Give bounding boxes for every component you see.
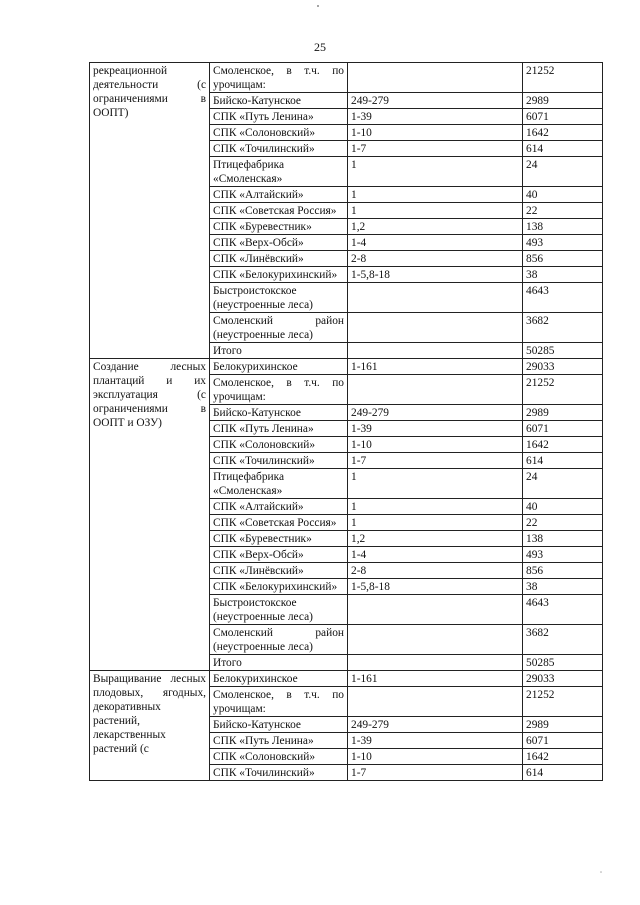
forestry-name-cell: Итого [210,655,348,671]
quarters-cell [348,343,523,359]
area-cell: 138 [523,531,603,547]
purpose-cell: Создание лесных плантаций и их эксплуатация (с ограничениями в ООПТ и ОЗУ) [90,359,210,671]
area-cell: 4643 [523,595,603,625]
quarters-cell: 1-39 [348,421,523,437]
forestry-name-cell: Бийско-Катунское [210,717,348,733]
quarters-cell: 1,2 [348,219,523,235]
forestry-name-cell: СПК «Точилинский» [210,765,348,781]
forestry-name-cell: Белокурихинское [210,359,348,375]
area-cell: 493 [523,547,603,563]
quarters-cell: 1-4 [348,235,523,251]
quarters-cell: 1 [348,157,523,187]
area-cell: 22 [523,203,603,219]
forestry-name-cell: Быстроистокское (неустроенные леса) [210,283,348,313]
forestry-name-cell: СПК «Путь Ленина» [210,733,348,749]
quarters-cell: 1-10 [348,125,523,141]
quarters-cell: 1-39 [348,733,523,749]
quarters-cell: 1-4 [348,547,523,563]
area-cell: 4643 [523,283,603,313]
quarters-cell: 1-10 [348,749,523,765]
forestry-name-cell: Белокурихинское [210,671,348,687]
forestry-name-cell: СПК «Точилинский» [210,453,348,469]
forestry-name-cell: Смоленское, в т.ч. по урочищам: [210,375,348,405]
forestry-name-cell: СПК «Алтайский» [210,499,348,515]
area-cell: 3682 [523,313,603,343]
scan-speck [600,871,602,873]
purpose-cell: рекреационной деятельности (с ограничениями в ООПТ) [90,63,210,359]
forest-use-table [89,62,603,781]
area-cell: 1642 [523,125,603,141]
purpose-cell: Выращивание лесных плодовых, ягодных, декоративных растений, лекарственных растений (с [90,671,210,781]
area-cell: 22 [523,515,603,531]
forestry-name-cell: Смоленское, в т.ч. по урочищам: [210,687,348,717]
forestry-name-cell: СПК «Солоновский» [210,437,348,453]
quarters-cell: 1-161 [348,359,523,375]
quarters-cell: 1-10 [348,437,523,453]
quarters-cell: 1-161 [348,671,523,687]
area-cell: 38 [523,579,603,595]
forestry-name-cell: СПК «Путь Ленина» [210,421,348,437]
table-row [90,671,603,687]
area-cell: 6071 [523,421,603,437]
quarters-cell: 1-7 [348,141,523,157]
quarters-cell: 1 [348,187,523,203]
area-cell: 50285 [523,343,603,359]
forestry-name-cell: СПК «Алтайский» [210,187,348,203]
area-cell: 2989 [523,405,603,421]
area-cell: 614 [523,453,603,469]
quarters-cell [348,375,523,405]
forestry-name-cell: Смоленский район (неустроенные леса) [210,625,348,655]
quarters-cell: 249-279 [348,405,523,421]
forestry-name-cell: Птицефабрика «Смоленская» [210,157,348,187]
forestry-name-cell: СПК «Белокурихинский» [210,579,348,595]
quarters-cell [348,625,523,655]
area-cell: 614 [523,141,603,157]
forestry-name-cell: СПК «Верх-Обсй» [210,235,348,251]
forestry-name-cell: Птицефабрика «Смоленская» [210,469,348,499]
quarters-cell: 1-7 [348,765,523,781]
quarters-cell: 1 [348,203,523,219]
forestry-name-cell: СПК «Точилинский» [210,141,348,157]
forestry-name-cell: Смоленское, в т.ч. по урочищам: [210,63,348,93]
quarters-cell [348,283,523,313]
forestry-name-cell: СПК «Белокурихинский» [210,267,348,283]
quarters-cell [348,687,523,717]
area-cell: 6071 [523,109,603,125]
quarters-cell: 1 [348,469,523,499]
area-cell: 29033 [523,671,603,687]
area-cell: 21252 [523,687,603,717]
forestry-name-cell: Итого [210,343,348,359]
area-cell: 856 [523,251,603,267]
area-cell: 29033 [523,359,603,375]
quarters-cell: 2-8 [348,563,523,579]
area-cell: 40 [523,187,603,203]
table-row [90,359,603,375]
quarters-cell: 1-7 [348,453,523,469]
area-cell: 38 [523,267,603,283]
quarters-cell [348,63,523,93]
area-cell: 24 [523,469,603,499]
forestry-name-cell: СПК «Линёвский» [210,251,348,267]
quarters-cell: 1-5,8-18 [348,267,523,283]
forestry-name-cell: СПК «Буревестник» [210,531,348,547]
area-cell: 1642 [523,437,603,453]
forestry-name-cell: СПК «Солоновский» [210,125,348,141]
forestry-name-cell: Бийско-Катунское [210,405,348,421]
area-cell: 614 [523,765,603,781]
area-cell: 50285 [523,655,603,671]
area-cell: 2989 [523,93,603,109]
quarters-cell: 1 [348,499,523,515]
quarters-cell: 2-8 [348,251,523,267]
forestry-name-cell: СПК «Линёвский» [210,563,348,579]
area-cell: 21252 [523,375,603,405]
area-cell: 3682 [523,625,603,655]
quarters-cell: 1,2 [348,531,523,547]
quarters-cell [348,595,523,625]
area-cell: 1642 [523,749,603,765]
forestry-name-cell: Смоленский район (неустроенные леса) [210,313,348,343]
quarters-cell: 1-5,8-18 [348,579,523,595]
area-cell: 2989 [523,717,603,733]
quarters-cell [348,313,523,343]
forestry-name-cell: СПК «Солоновский» [210,749,348,765]
quarters-cell: 1 [348,515,523,531]
area-cell: 138 [523,219,603,235]
area-cell: 856 [523,563,603,579]
page-number: 25 [314,40,326,54]
quarters-cell: 249-279 [348,93,523,109]
quarters-cell: 249-279 [348,717,523,733]
forestry-name-cell: СПК «Путь Ленина» [210,109,348,125]
quarters-cell: 1-39 [348,109,523,125]
forestry-name-cell: СПК «Верх-Обсй» [210,547,348,563]
forestry-name-cell: СПК «Советская Россия» [210,515,348,531]
scan-speck [317,5,319,7]
area-cell: 493 [523,235,603,251]
forestry-name-cell: Бийско-Катунское [210,93,348,109]
area-cell: 40 [523,499,603,515]
area-cell: 21252 [523,63,603,93]
forestry-name-cell: СПК «Советская Россия» [210,203,348,219]
quarters-cell [348,655,523,671]
table-row [90,63,603,93]
area-cell: 24 [523,157,603,187]
area-cell: 6071 [523,733,603,749]
forestry-name-cell: Быстроистокское (неустроенные леса) [210,595,348,625]
forestry-name-cell: СПК «Буревестник» [210,219,348,235]
